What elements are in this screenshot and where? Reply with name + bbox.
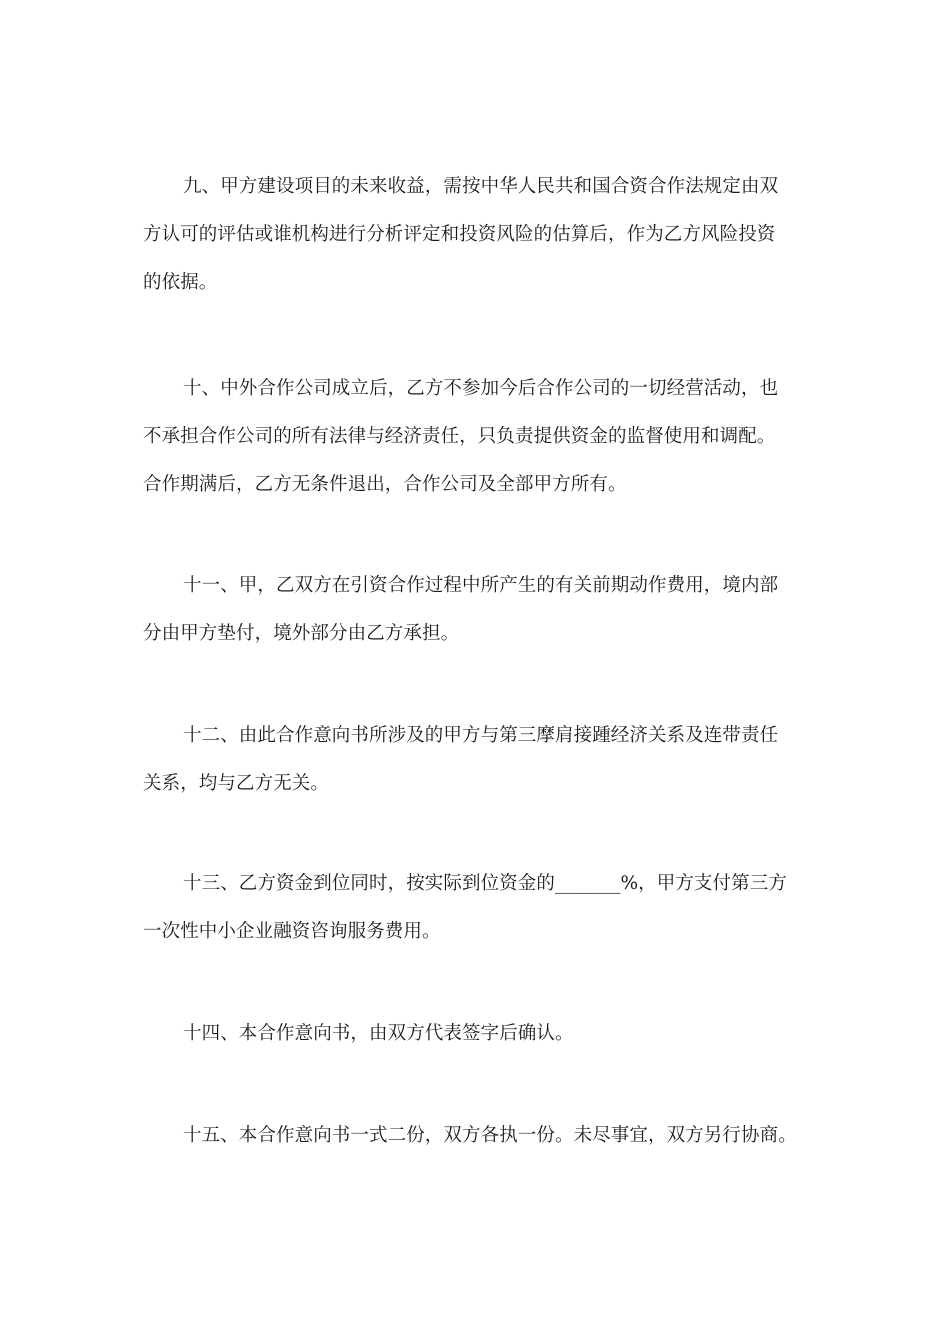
clause-11-line-2: 分由甲方垫付，境外部分由乙方承担。: [143, 623, 460, 644]
clause-13-line-2: 一次性中小企业融资咨询服务费用。: [143, 921, 441, 942]
clause-12-line-1: 十二、由此合作意向书所涉及的甲方与第三摩肩接踵经济关系及连带责任: [183, 725, 779, 746]
clause-14-line-1: 十四、本合作意向书，由双方代表签字后确认。: [183, 1023, 574, 1044]
clause-11: [143, 562, 828, 658]
clause-10-line-1: 十、中外合作公司成立后，乙方不参加今后合作公司的一切经营活动，也: [183, 378, 779, 399]
clause-9: [143, 163, 828, 307]
clause-13-line-1: 十三、乙方资金到位同时，按实际到位资金的_______%，甲方支付第三方: [183, 873, 787, 894]
clause-15-line-1: 十五、本合作意向书一式二份，双方各执一份。未尽事宜，双方另行协商。: [183, 1125, 797, 1146]
clause-9-line-3: 的依据。: [143, 272, 218, 293]
clause-9-line-2: 方认可的评估或谁机构进行分析评定和投资风险的估算后，作为乙方风险投资: [143, 224, 776, 245]
clause-13: [143, 860, 828, 956]
clause-11-line-1: 十一、甲，乙双方在引资合作过程中所产生的有关前期动作费用，境内部: [183, 575, 779, 596]
clause-10: [143, 365, 828, 509]
clause-10-line-3: 合作期满后，乙方无条件退出，合作公司及全部甲方所有。: [143, 474, 627, 495]
clause-10-line-2: 不承担合作公司的所有法律与经济责任，只负责提供资金的监督使用和调配。: [143, 426, 776, 447]
clause-9-line-1: 九、甲方建设项目的未来收益，需按中华人民共和国合资合作法规定由双: [183, 176, 779, 197]
clause-12: [143, 712, 828, 808]
clause-12-line-2: 关系，均与乙方无关。: [143, 773, 330, 794]
clause-15: [143, 1112, 828, 1160]
clause-14: [143, 1010, 828, 1058]
